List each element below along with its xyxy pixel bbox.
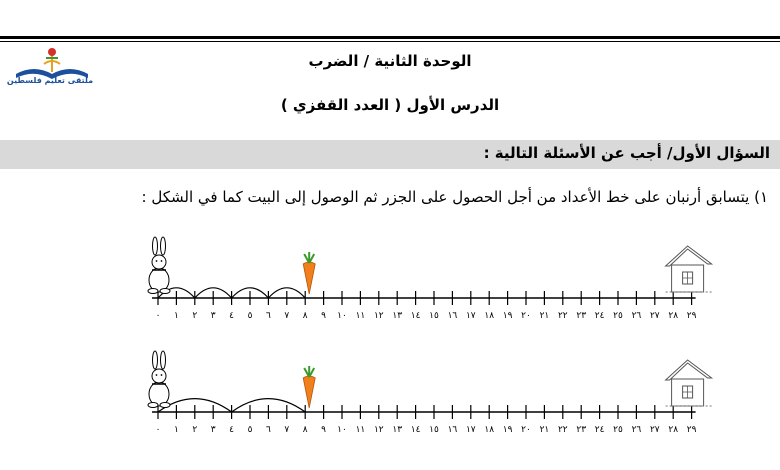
tick-label: ٨ — [302, 425, 308, 435]
tick-label: ١٠ — [337, 425, 347, 435]
tick-label: ١٧ — [465, 311, 476, 321]
tick-label: ٢٢ — [557, 425, 568, 435]
tick-label: ٥ — [247, 311, 253, 321]
tick-label: ٢٧ — [649, 425, 660, 435]
tick-label: ٢٥ — [613, 425, 623, 435]
tick-label: ٨ — [302, 311, 308, 321]
tick-label: ١٦ — [447, 425, 458, 435]
tick-label: ١٢ — [373, 425, 384, 435]
tick-label: ١٥ — [429, 311, 439, 321]
tick-label: ٢٠ — [521, 425, 531, 435]
tick-label: ٣ — [210, 311, 216, 321]
tick-label: ٢٦ — [631, 311, 642, 321]
tick-label: ٢٥ — [613, 311, 623, 321]
tick-label: ٩ — [321, 311, 327, 321]
tick-label: ١١ — [355, 425, 366, 435]
tick-label: ٢٠ — [521, 311, 531, 321]
tick-label: ١ — [173, 425, 179, 435]
tick-label: ٩ — [321, 425, 327, 435]
house-icon — [666, 246, 714, 292]
tick-label: ٢٩ — [686, 311, 697, 321]
tick-label: ٢٢ — [557, 311, 568, 321]
tick-label: ١٦ — [447, 311, 458, 321]
tick-label: ١٤ — [410, 311, 421, 321]
tick-label: ٢١ — [539, 311, 550, 321]
tick-label: ٧ — [284, 311, 290, 321]
tick-label: ١٣ — [392, 425, 403, 435]
tick-label: ٢٨ — [668, 311, 679, 321]
tick-label: ٥ — [247, 425, 253, 435]
rabbit-icon — [148, 237, 170, 294]
tick-label: ٢٧ — [649, 311, 660, 321]
carrot-icon — [303, 252, 315, 294]
tick-label: ١٠ — [337, 311, 347, 321]
tick-label: ١٨ — [484, 425, 495, 435]
tick-label: ١١ — [355, 311, 366, 321]
tick-label: ٦ — [265, 311, 271, 321]
tick-label: ١٩ — [502, 425, 513, 435]
tick-label: ٢ — [192, 311, 198, 321]
tick-label: ٢٩ — [686, 425, 697, 435]
tick-label: ٢٨ — [668, 425, 679, 435]
tick-label: ٣ — [210, 425, 216, 435]
lesson-title: الدرس الأول ( العدد القفزي ) — [280, 96, 500, 114]
tick-label: ٢٣ — [576, 425, 587, 435]
tick-label: ٢٤ — [594, 425, 605, 435]
unit-title: الوحدة الثانية / الضرب — [308, 52, 472, 70]
tick-label: ١٥ — [429, 425, 439, 435]
tick-label: ٢ — [192, 425, 198, 435]
tick-label: ١ — [173, 311, 179, 321]
tick-label: ٢٤ — [594, 311, 605, 321]
tick-label: ٠ — [155, 311, 161, 321]
number-line-2 — [148, 351, 714, 435]
tick-label: ٢١ — [539, 425, 550, 435]
tick-label: ٠ — [155, 425, 161, 435]
tick-label: ١٢ — [373, 311, 384, 321]
number-line-1 — [148, 237, 714, 321]
tick-label: ١٧ — [465, 425, 476, 435]
tick-label: ١٨ — [484, 311, 495, 321]
carrot-icon — [303, 366, 315, 408]
tick-label: ٤ — [229, 311, 235, 321]
question-heading: السؤال الأول/ أجب عن الأسئلة التالية : — [483, 144, 770, 162]
logo-text: ملتقى تعليم فلسطين — [6, 76, 94, 85]
tick-label: ١٩ — [502, 311, 513, 321]
tick-label: ١٣ — [392, 311, 403, 321]
tick-label: ١٤ — [410, 425, 421, 435]
rabbit-icon — [148, 351, 170, 408]
tick-label: ٢٣ — [576, 311, 587, 321]
question-item-1: ١) يتسابق أرنبان على خط الأعداد من أجل الحصول على الجزر ثم الوصول إلى البيت كما في الشكل : — [141, 188, 768, 206]
tick-label: ٦ — [265, 425, 271, 435]
tick-label: ٢٦ — [631, 425, 642, 435]
tick-label: ٧ — [284, 425, 290, 435]
tick-label: ٤ — [229, 425, 235, 435]
house-icon — [666, 360, 714, 406]
